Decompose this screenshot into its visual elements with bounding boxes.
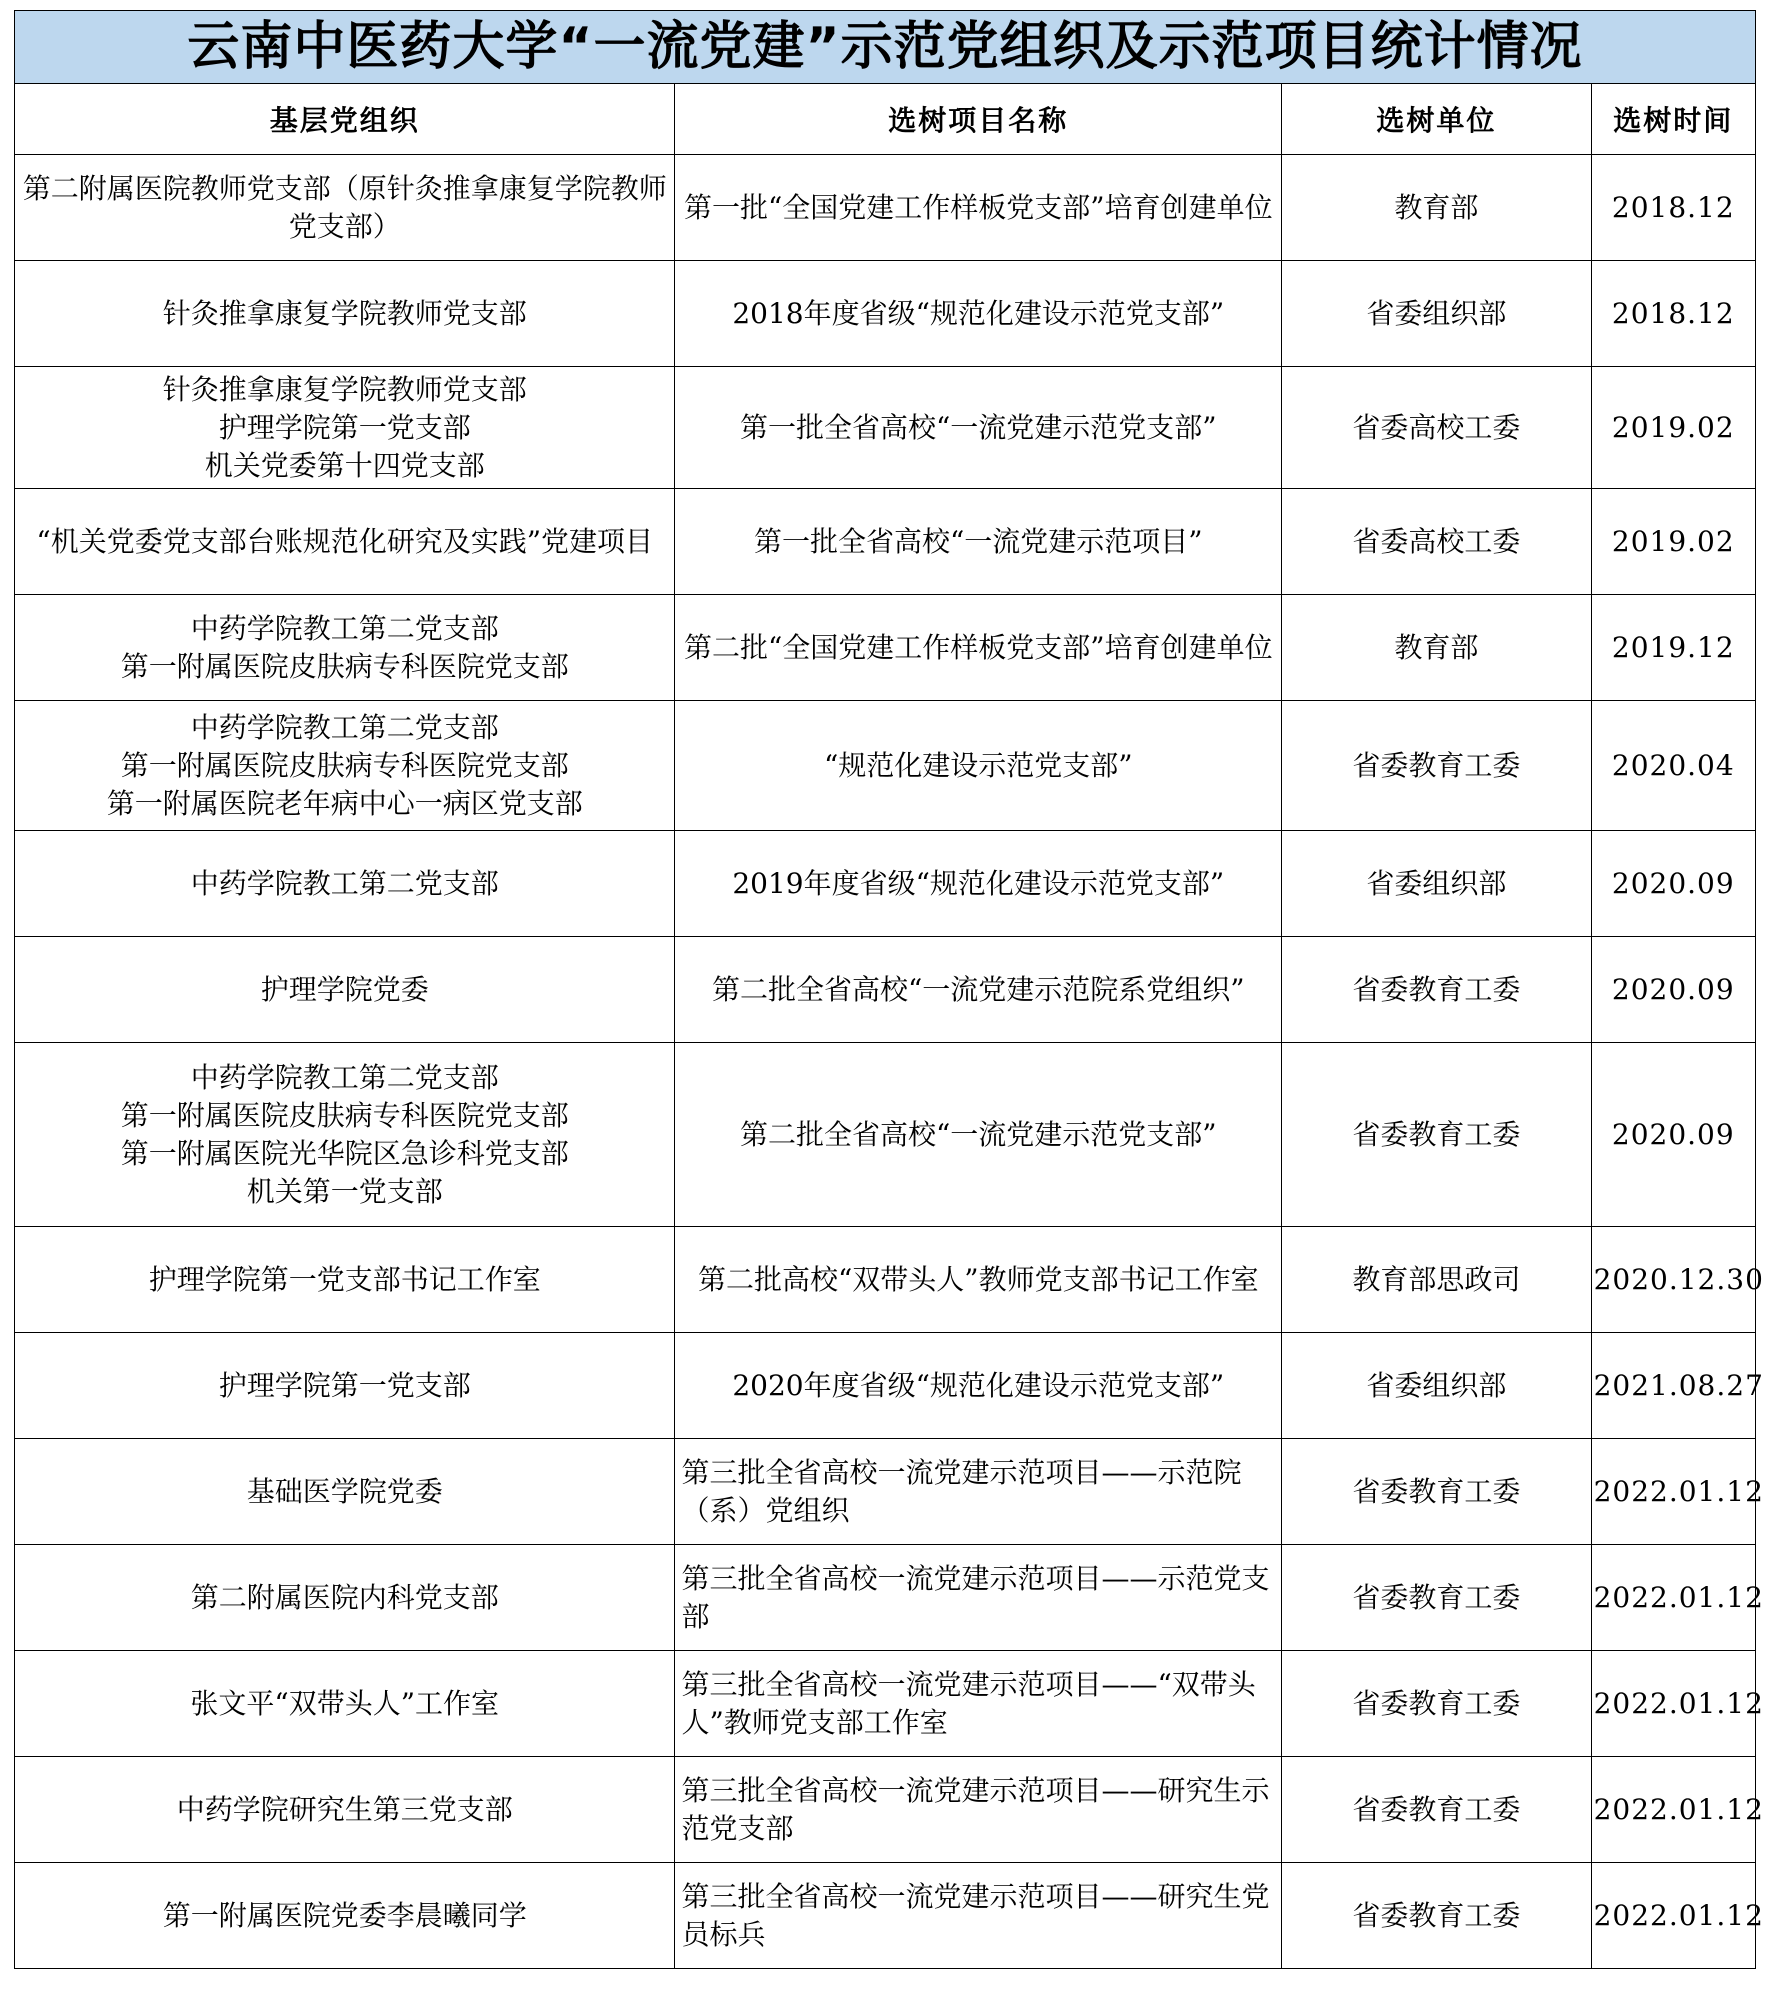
header-org: 基层党组织 — [15, 84, 675, 155]
unit-cell: 省委教育工委 — [1282, 701, 1591, 831]
date-cell: 2022.01.12 — [1591, 1757, 1755, 1863]
table-row — [15, 701, 1756, 831]
project-cell: 第三批全省高校一流党建示范项目——示范党支部 — [675, 1545, 1282, 1651]
table-row — [15, 1545, 1756, 1651]
unit-cell: 省委教育工委 — [1282, 1757, 1591, 1863]
unit-cell: 省委组织部 — [1282, 831, 1591, 937]
project-cell: 第一批“全国党建工作样板党支部”培育创建单位 — [675, 155, 1282, 261]
header-project: 选树项目名称 — [675, 84, 1282, 155]
unit-cell: 教育部 — [1282, 155, 1591, 261]
unit-cell: 省委教育工委 — [1282, 1863, 1591, 1969]
statistics-table — [14, 10, 1764, 1969]
table-row — [15, 1333, 1756, 1439]
project-cell: 第一批全省高校“一流党建示范项目” — [675, 489, 1282, 595]
project-cell: 第二批“全国党建工作样板党支部”培育创建单位 — [675, 595, 1282, 701]
date-cell: 2020.09 — [1591, 1043, 1755, 1227]
org-cell: 第二附属医院教师党支部（原针灸推拿康复学院教师党支部） — [15, 155, 675, 261]
date-cell: 2018.12 — [1591, 261, 1755, 367]
date-cell: 2022.01.12 — [1591, 1545, 1755, 1651]
header-date: 选树时间 — [1591, 84, 1755, 155]
org-cell: 第一附属医院党委李晨曦同学 — [15, 1863, 675, 1969]
unit-cell: 省委高校工委 — [1282, 489, 1591, 595]
table-row — [15, 155, 1756, 261]
unit-cell: 省委教育工委 — [1282, 1439, 1591, 1545]
table-row — [15, 367, 1756, 489]
org-cell: 中药学院教工第二党支部 第一附属医院皮肤病专科医院党支部 第一附属医院老年病中心一病区党支部 — [15, 701, 675, 831]
project-cell: 2020年度省级“规范化建设示范党支部” — [675, 1333, 1282, 1439]
table-row — [15, 831, 1756, 937]
org-cell: 针灸推拿康复学院教师党支部 护理学院第一党支部 机关党委第十四党支部 — [15, 367, 675, 489]
table-row — [15, 1227, 1756, 1333]
project-cell: 第二批高校“双带头人”教师党支部书记工作室 — [675, 1227, 1282, 1333]
project-cell: 第三批全省高校一流党建示范项目——研究生党员标兵 — [675, 1863, 1282, 1969]
org-cell: “机关党委党支部台账规范化研究及实践”党建项目 — [15, 489, 675, 595]
unit-cell: 省委教育工委 — [1282, 937, 1591, 1043]
table-row — [15, 1651, 1756, 1757]
page-title: 云南中医药大学“一流党建”示范党组织及示范项目统计情况 — [15, 11, 1756, 84]
org-cell: 护理学院党委 — [15, 937, 675, 1043]
table-row — [15, 261, 1756, 367]
org-cell: 中药学院教工第二党支部 第一附属医院皮肤病专科医院党支部 — [15, 595, 675, 701]
org-cell: 第二附属医院内科党支部 — [15, 1545, 675, 1651]
org-cell: 基础医学院党委 — [15, 1439, 675, 1545]
date-cell: 2018.12 — [1591, 155, 1755, 261]
date-cell: 2021.08.27 — [1591, 1333, 1755, 1439]
date-cell: 2019.12 — [1591, 595, 1755, 701]
org-cell: 中药学院教工第二党支部 第一附属医院皮肤病专科医院党支部 第一附属医院光华院区急诊科党支部 机关第一党支部 — [15, 1043, 675, 1227]
org-cell: 中药学院教工第二党支部 — [15, 831, 675, 937]
table-row — [15, 1043, 1756, 1227]
unit-cell: 省委组织部 — [1282, 261, 1591, 367]
date-cell: 2019.02 — [1591, 489, 1755, 595]
project-cell: 第三批全省高校一流党建示范项目——示范院（系）党组织 — [675, 1439, 1282, 1545]
table-row — [15, 1757, 1756, 1863]
title-row — [15, 11, 1756, 84]
table-row — [15, 1863, 1756, 1969]
header-row — [15, 84, 1756, 155]
project-cell: “规范化建设示范党支部” — [675, 701, 1282, 831]
unit-cell: 省委组织部 — [1282, 1333, 1591, 1439]
unit-cell: 省委教育工委 — [1282, 1545, 1591, 1651]
table-row — [15, 937, 1756, 1043]
date-cell: 2020.04 — [1591, 701, 1755, 831]
org-cell: 针灸推拿康复学院教师党支部 — [15, 261, 675, 367]
project-cell: 第三批全省高校一流党建示范项目——研究生示范党支部 — [675, 1757, 1282, 1863]
header-unit: 选树单位 — [1282, 84, 1591, 155]
table-row — [15, 489, 1756, 595]
project-cell: 第三批全省高校一流党建示范项目——“双带头人”教师党支部工作室 — [675, 1651, 1282, 1757]
unit-cell: 省委教育工委 — [1282, 1651, 1591, 1757]
date-cell: 2020.12.30 — [1591, 1227, 1755, 1333]
org-cell: 中药学院研究生第三党支部 — [15, 1757, 675, 1863]
project-cell: 第一批全省高校“一流党建示范党支部” — [675, 367, 1282, 489]
date-cell: 2020.09 — [1591, 937, 1755, 1043]
unit-cell: 教育部思政司 — [1282, 1227, 1591, 1333]
org-cell: 张文平“双带头人”工作室 — [15, 1651, 675, 1757]
org-cell: 护理学院第一党支部书记工作室 — [15, 1227, 675, 1333]
unit-cell: 省委高校工委 — [1282, 367, 1591, 489]
table-row — [15, 595, 1756, 701]
date-cell: 2022.01.12 — [1591, 1863, 1755, 1969]
project-cell: 第二批全省高校“一流党建示范党支部” — [675, 1043, 1282, 1227]
project-cell: 第二批全省高校“一流党建示范院系党组织” — [675, 937, 1282, 1043]
date-cell: 2020.09 — [1591, 831, 1755, 937]
project-cell: 2019年度省级“规范化建设示范党支部” — [675, 831, 1282, 937]
project-cell: 2018年度省级“规范化建设示范党支部” — [675, 261, 1282, 367]
unit-cell: 省委教育工委 — [1282, 1043, 1591, 1227]
date-cell: 2022.01.12 — [1591, 1439, 1755, 1545]
org-cell: 护理学院第一党支部 — [15, 1333, 675, 1439]
table-row — [15, 1439, 1756, 1545]
date-cell: 2019.02 — [1591, 367, 1755, 489]
unit-cell: 教育部 — [1282, 595, 1591, 701]
date-cell: 2022.01.12 — [1591, 1651, 1755, 1757]
